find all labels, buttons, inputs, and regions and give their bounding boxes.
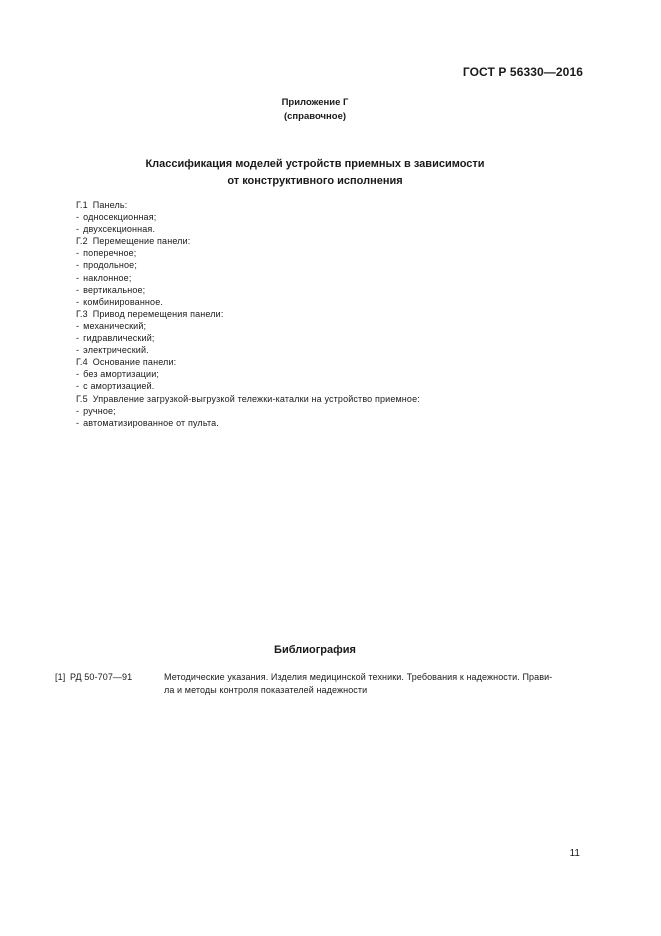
dash-marker: - bbox=[76, 333, 80, 344]
reference-line-1: Методические указания. Изделия медицинской техники. Требования к надежности. Прави- bbox=[164, 672, 553, 682]
dash-marker: - bbox=[76, 224, 80, 235]
list-item bbox=[76, 380, 596, 392]
clause-text: Управление загрузкой-выгрузкой тележки-каталки на устройство приемное: bbox=[92, 393, 420, 404]
list-item bbox=[76, 405, 596, 417]
clause-number: Г.3 bbox=[76, 308, 88, 319]
list-item-text: автоматизированное от пульта. bbox=[83, 417, 219, 428]
appendix-subtitle: (справочное) bbox=[283, 111, 347, 122]
list-item-text: вертикальное; bbox=[83, 284, 146, 295]
clause-number: Г.1 bbox=[76, 200, 88, 210]
dash-marker: - bbox=[76, 345, 80, 356]
clause-number: Г.2 bbox=[76, 236, 88, 247]
list-item-text: односекционная; bbox=[83, 212, 157, 223]
list-item-text: наклонное; bbox=[83, 272, 132, 283]
list-item bbox=[76, 296, 596, 308]
list-item-text: с амортизацией. bbox=[83, 381, 155, 392]
clause-text: Перемещение панели: bbox=[92, 236, 191, 247]
bibliography-title: Библиография bbox=[274, 644, 356, 656]
reference-line-2: ла и методы контроля показателей надежности bbox=[164, 685, 368, 695]
classification-heading bbox=[76, 356, 596, 368]
list-item-text: ручное; bbox=[83, 405, 116, 416]
dash-marker: - bbox=[76, 381, 80, 392]
section-title bbox=[0, 156, 630, 190]
list-item bbox=[76, 417, 596, 429]
list-item bbox=[76, 259, 596, 271]
section-title-line-2: от конструктивного исполнения bbox=[227, 175, 403, 187]
clause-text: Основание панели: bbox=[92, 357, 177, 368]
classification-heading bbox=[76, 308, 596, 320]
list-item-text: гидравлический; bbox=[83, 333, 155, 344]
document-code: ГОСТ Р 56330—2016 bbox=[462, 65, 583, 79]
clause-text: Привод перемещения панели: bbox=[92, 308, 224, 319]
list-item bbox=[76, 320, 596, 332]
reference-description bbox=[164, 671, 579, 697]
clause-text: Панель: bbox=[92, 200, 128, 210]
dash-marker: - bbox=[76, 260, 80, 271]
list-item-text: продольное; bbox=[83, 260, 137, 271]
clause-number: Г.4 bbox=[76, 357, 88, 368]
list-item bbox=[76, 211, 596, 223]
classification-list bbox=[76, 199, 596, 429]
list-item-text: механический; bbox=[83, 320, 147, 331]
clause-number: Г.5 bbox=[76, 393, 88, 404]
dash-marker: - bbox=[76, 212, 80, 223]
classification-heading bbox=[76, 393, 596, 405]
list-item-text: поперечное; bbox=[83, 248, 137, 259]
list-item bbox=[76, 344, 596, 356]
appendix-title: Приложение Г bbox=[281, 97, 349, 108]
section-title-line-1: Классификация моделей устройств приемных в зависимости bbox=[145, 158, 485, 170]
classification-heading bbox=[76, 235, 596, 247]
dash-marker: - bbox=[76, 248, 80, 259]
reference-code: РД 50-707—91 bbox=[70, 672, 133, 682]
dash-marker: - bbox=[76, 369, 80, 380]
classification-heading bbox=[76, 199, 596, 211]
list-item bbox=[76, 272, 596, 284]
list-item bbox=[76, 368, 596, 380]
list-item-text: без амортизации; bbox=[83, 369, 160, 380]
reference-number: [1] bbox=[55, 672, 66, 682]
list-item-text: электрический. bbox=[83, 345, 149, 356]
list-item-text: двухсекционная. bbox=[83, 224, 156, 235]
list-item-text: комбинированное. bbox=[83, 296, 164, 307]
dash-marker: - bbox=[76, 284, 80, 295]
dash-marker: - bbox=[76, 296, 80, 307]
dash-marker: - bbox=[76, 320, 80, 331]
list-item bbox=[76, 247, 596, 259]
dash-marker: - bbox=[76, 417, 80, 428]
dash-marker: - bbox=[76, 272, 80, 283]
page-number: 11 bbox=[569, 848, 580, 859]
list-item bbox=[76, 332, 596, 344]
dash-marker: - bbox=[76, 405, 80, 416]
list-item bbox=[76, 284, 596, 296]
list-item bbox=[76, 223, 596, 235]
appendix-heading bbox=[0, 96, 630, 124]
